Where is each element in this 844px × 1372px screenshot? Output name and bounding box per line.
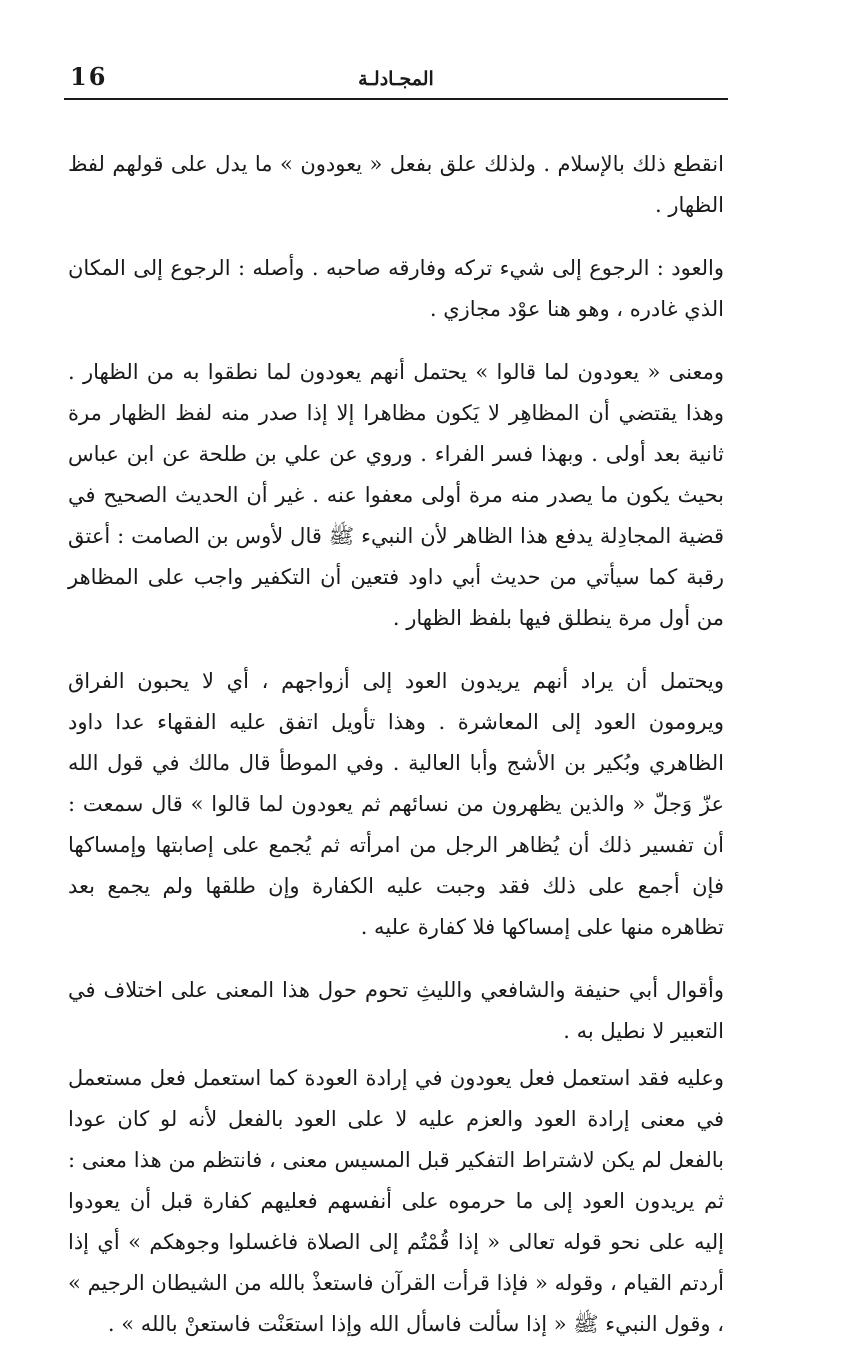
book-page [64,58,728,1367]
running-header [64,58,728,100]
body-text [64,144,728,1345]
paragraph: انقطع ذلك بالإسلام . ولذلك علق بفعل « يعودون » ما يدل على قولهم لفظ الظهار . [68,152,724,217]
paragraph: وأقوال أبي حنيفة والشافعي والليثِ تحوم حول هذا المعنى على اختلاف في التعبير لا نطيل به . [68,978,724,1043]
paragraph: ومعنى « يعودون لما قالوا » يحتمل أنهم يعودون لما نطقوا به من الظهار . وهذا يقتضي أن المظاهِر لا يَكون مظاهرا إلا إذا صدر منه لفظ الظهار مرة ثانية بعد أولى . وبهذا فسر الفراء . وروي عن علي بن طلحة عن ابن عباس بحيث يكون ما يصدر منه مرة أولى معفوا عنه . غير أن الحديث الصحيح في قضية المجادِلة يدفع هذا الظاهر لأن النبيء ﷺ قال لأوس بن الصامت : أعتق رقبة كما سيأتي من حديث أبي داود فتعين أن التكفير واجب على المظاهر من أول مرة ينطلق فيها بلفظ الظهار . [68,360,724,630]
paragraph: والعود : الرجوع إلى شيء تركه وفارقه صاحبه . وأصله : الرجوع إلى المكان الذي غادره ، وهو هنا عوْد مجازي . [68,256,724,321]
paragraph: ويحتمل أن يراد أنهم يريدون العود إلى أزواجهم ، أي لا يحبون الفراق ويرومون العود إلى المعاشرة . وهذا تأويل اتفق عليه الفقهاء عدا داود الظاهري وبُكير بن الأشج وأبا العالية . وفي الموطأ قال مالك في قول الله عزّ وَجلّ « والذين يظهرون من نسائهم ثم يعودون لما قالوا » قال سمعت : أن تفسير ذلك أن يُظاهر الرجل من امرأته ثم يُجمع على إصابتها وإمساكها فإن أجمع على ذلك فقد وجبت عليه الكفارة وإن طلقها ولم يجمع بعد تظاهره منها على إمساكها فلا كفارة عليه . [68,669,724,939]
paragraph: وعليه فقد استعمل فعل يعودون في إرادة العودة كما استعمل فعل مستعمل في معنى إرادة العود والعزم عليه لا على العود بالفعل لأنه لو كان عودا بالفعل لم يكن لاشتراط التفكير قبل المسيس معنى ، فانتظم من هذا معنى : ثم يريدون العود إلى ما حرموه على أنفسهم فعليهم كفارة قبل أن يعودوا إليه على نحو قوله تعالى « إذا قُمْتُم إلى الصلاة فاغسلوا وجوهكم » أي إذا أردتم القيام ، وقوله « فإذا قرأت القرآن فاستعذْ بالله من الشيطان الرجيم » ، وقول النبيء ﷺ « إذا سألت فاسأل الله وإذا استعَنْت فاستعنْ بالله » . [68,1066,724,1336]
chapter-title: المجـادلـة [358,68,434,90]
page-number: 16 [70,62,108,91]
